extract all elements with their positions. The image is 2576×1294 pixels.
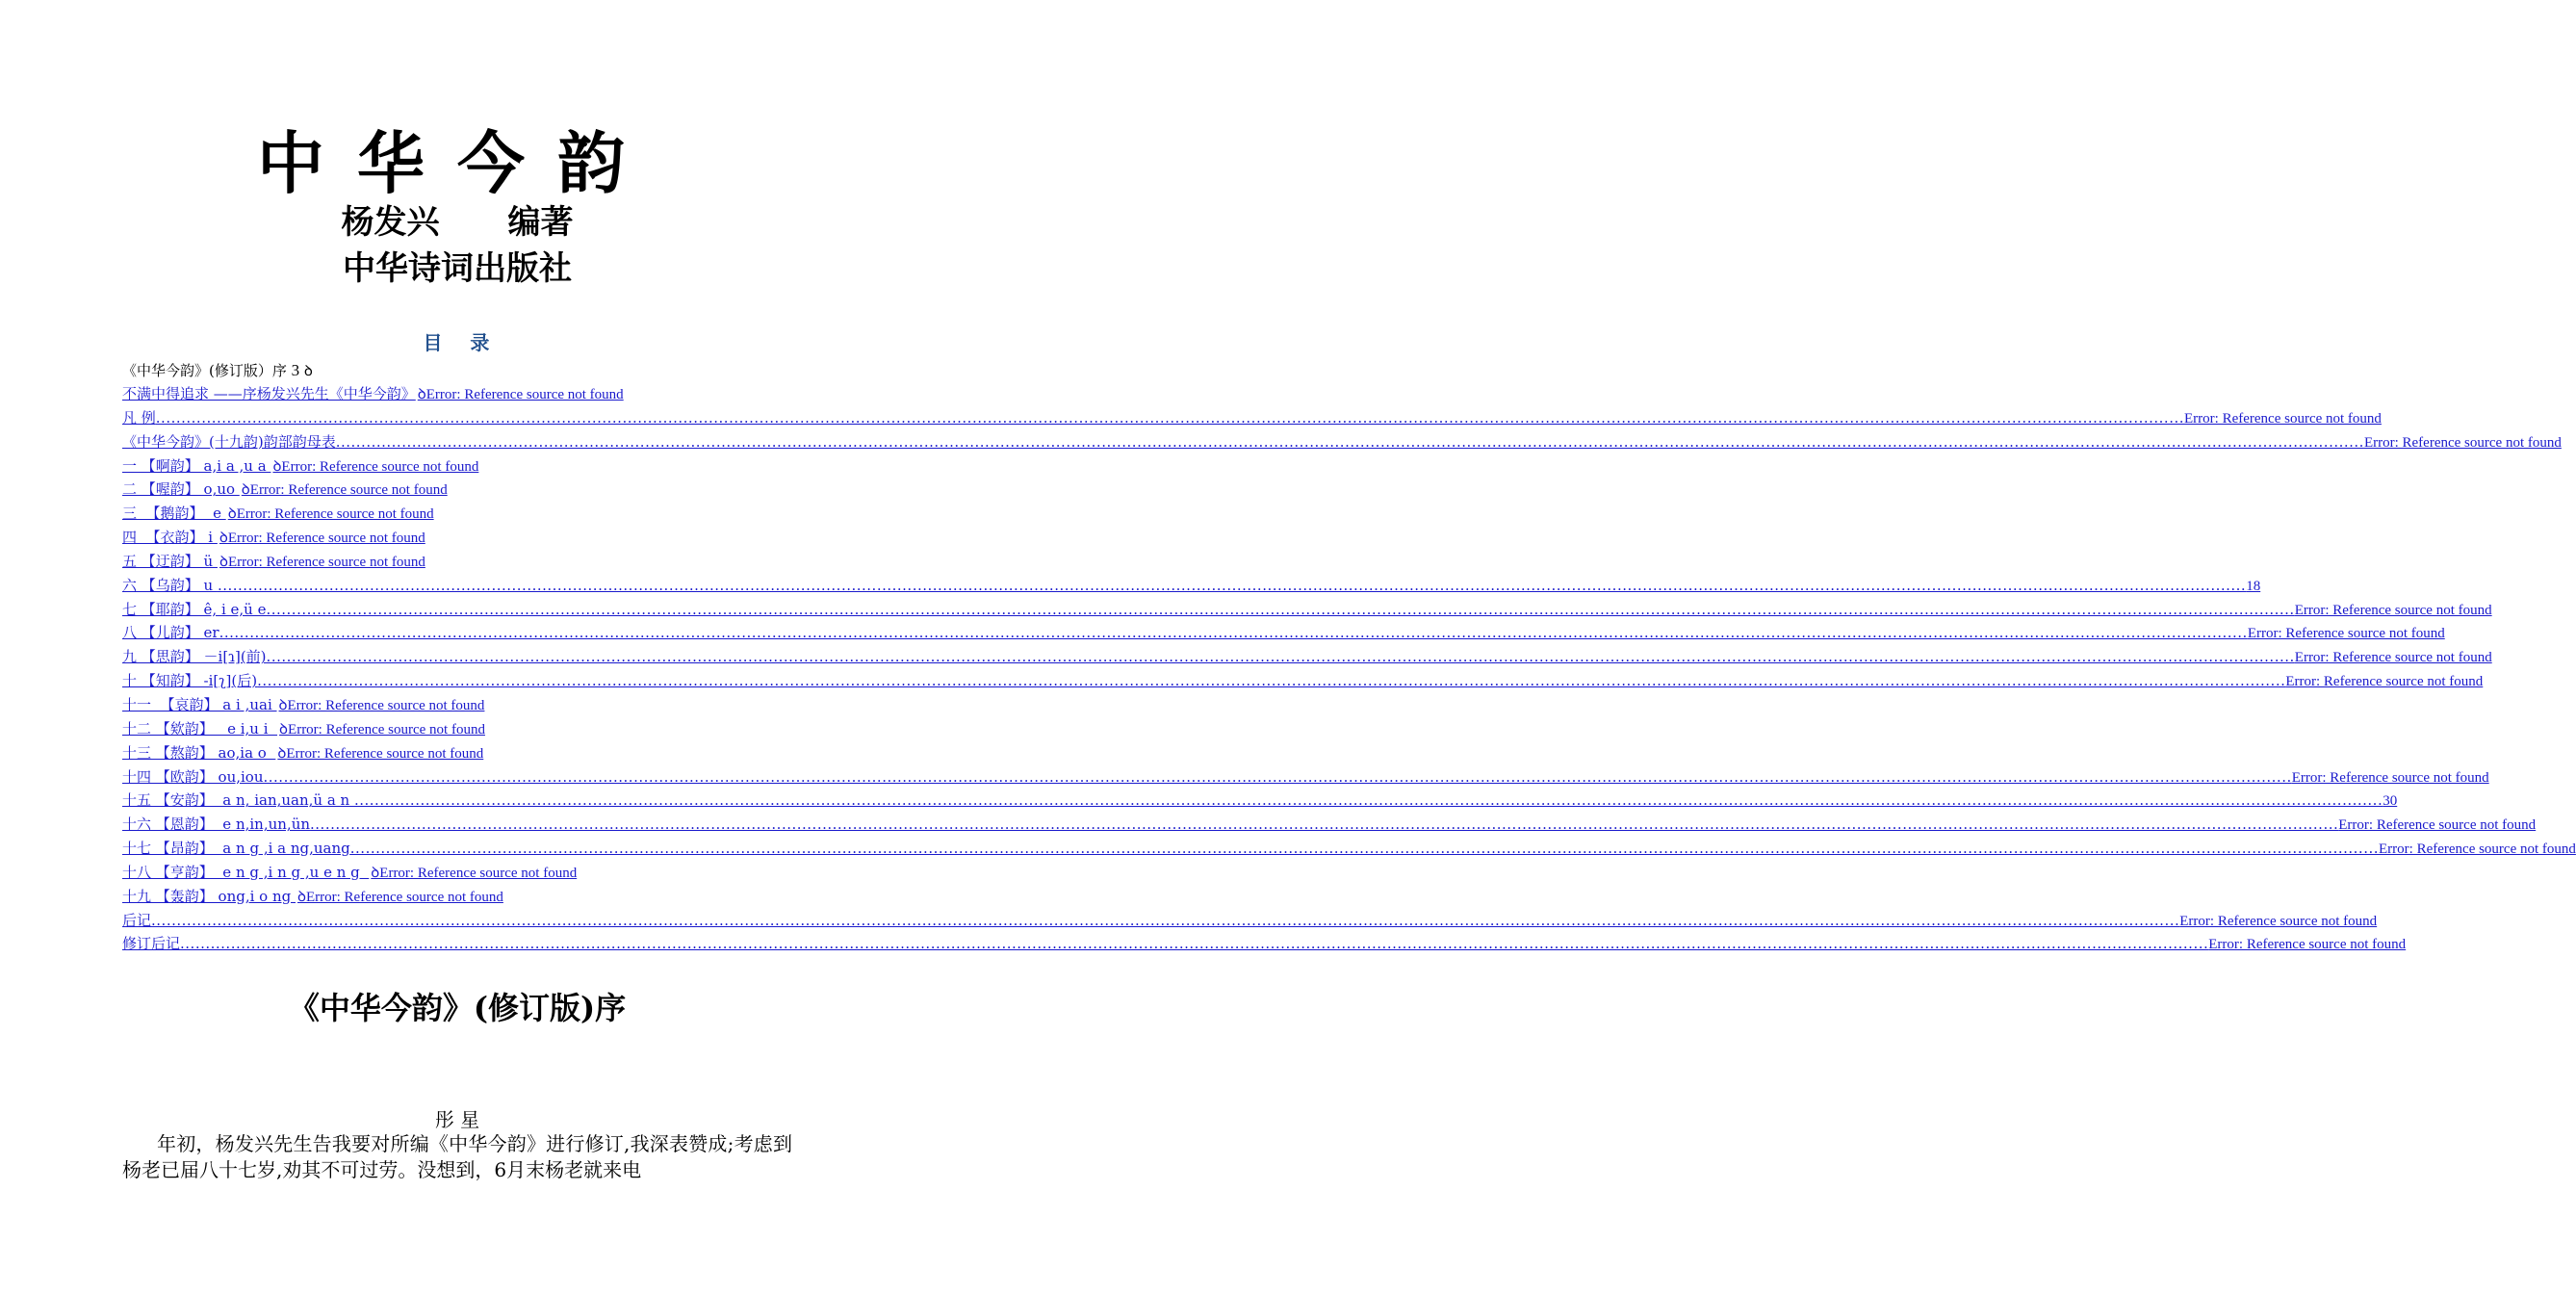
toc-entry-label: 《中华今韵》(十九韵)韵部韵母表 — [122, 432, 336, 451]
toc-entry-label: 十八 【亨韵】 e n g ,i n g ,u e n g — [122, 863, 370, 881]
toc-entry-page: ꝺError: Reference source not found — [219, 531, 425, 547]
toc-entry-label: 十五 【安韵】 a n, ian,uan,ü a n — [122, 791, 354, 810]
toc-entry-page: ꝺError: Reference source not found — [417, 387, 624, 402]
toc-entry-label: 一 【啊韵】 a,i a ,u a — [122, 456, 271, 475]
toc-entry-label: 十九 【轰韵】 ong,i o ng — [122, 887, 296, 905]
toc-entry-page: ꝺError: Reference source not found — [219, 554, 425, 570]
toc-entry-page: ꝺError: Reference source not found — [371, 865, 578, 881]
toc-entry[interactable] — [122, 430, 2562, 454]
toc-entry-label: 不满中得追求 ——序杨发兴先生《中华今韵》 — [122, 385, 416, 402]
toc-entry[interactable] — [122, 693, 792, 717]
toc-entry-page: Error: Reference source not found — [2379, 841, 2576, 858]
toc-dot-leader: ................................................................................................................................................................................................................................................................................................................................................................................................................ — [219, 624, 2248, 642]
toc-entry-mark: ꝺ — [303, 362, 313, 379]
toc-entry[interactable] — [122, 717, 792, 741]
toc-entry-page: ꝺError: Reference source not found — [278, 697, 485, 713]
toc-entry-label: 十六 【恩韵】 e n,in,un,ün — [122, 815, 311, 834]
toc-entry[interactable] — [122, 454, 792, 479]
toc-entry[interactable] — [122, 598, 2492, 622]
toc-entry-label: 五 【迂韵】 ü — [122, 552, 218, 570]
toc-entry-page: Error: Reference source not found — [2208, 937, 2407, 953]
toc-entry-page: ꝺError: Reference source not found — [277, 745, 484, 762]
toc-entry-label: 十二 【欸韵】 e i,u i — [122, 719, 278, 738]
toc-entry[interactable] — [122, 765, 2489, 789]
toc-entry-page: ꝺError: Reference source not found — [272, 458, 479, 475]
toc-dot-leader: ................................................................................................................................................................................................................................................................................................................................................................................................................ — [151, 911, 2180, 929]
book-author: 杨发兴 编著 — [341, 203, 574, 242]
toc-entry-label: 凡 例 — [122, 408, 156, 427]
toc-entry[interactable] — [122, 741, 792, 765]
preface-title: 《中华今韵》(修订版)序 — [288, 990, 627, 1026]
toc-entry[interactable] — [122, 909, 2378, 933]
toc-dot-leader: ................................................................................................................................................................................................................................................................................................................................................................................................................ — [257, 672, 2286, 690]
preface-paragraph: 年初，杨发兴先生告我要对所编《中华今韵》进行修订,我深表赞成;考虑到杨老已届八十七岁,劝其不可过劳。没想到，6月末杨老就来电 — [122, 1132, 792, 1181]
toc-entry-label: 八 【儿韵】 er — [122, 624, 219, 642]
toc-entry[interactable] — [122, 789, 2398, 813]
toc-entry-label: 六 【乌韵】 u — [122, 576, 218, 594]
toc-entry-label: 七 【耶韵】 ê, i e,ü e — [122, 600, 267, 618]
toc-entry[interactable] — [122, 621, 2445, 645]
toc-entry-page: ꝺError: Reference source not found — [241, 482, 448, 499]
toc-dot-leader: ................................................................................................................................................................................................................................................................................................................................................................................................................ — [335, 432, 2364, 451]
toc-entry[interactable] — [122, 837, 2576, 861]
toc-entry[interactable] — [122, 478, 792, 502]
toc-entry-page: 30 — [2383, 793, 2398, 810]
book-publisher: 中华诗词出版社 — [343, 249, 572, 288]
toc-entry-label: 《中华今韵》(修订版）序 — [122, 362, 287, 379]
toc-entry[interactable] — [122, 669, 2484, 693]
toc-entry-page: Error: Reference source not found — [2294, 602, 2492, 618]
toc-entry[interactable] — [122, 382, 792, 406]
toc-entry[interactable] — [122, 526, 792, 550]
toc-entry-page: Error: Reference source not found — [2179, 913, 2378, 929]
toc-entry[interactable] — [122, 406, 2382, 430]
book-title: 中华今韵 — [257, 123, 657, 203]
toc-dot-leader: ................................................................................................................................................................................................................................................................................................................................................................................................................ — [180, 935, 2209, 953]
toc-entry-label: 十一 【哀韵】 a i ,uai — [122, 695, 277, 713]
toc-entry-label: 十四 【欧韵】 ou,iou — [122, 767, 264, 786]
toc-dot-leader: ................................................................................................................................................................................................................................................................................................................................................................................................................ — [263, 767, 2292, 786]
toc-dot-leader: ................................................................................................................................................................................................................................................................................................................................................................................................................ — [155, 408, 2185, 427]
toc-entry-page: ꝺError: Reference source not found — [227, 506, 434, 523]
toc-entry-list — [122, 382, 2576, 956]
toc-entry[interactable] — [122, 932, 2407, 956]
toc-entry[interactable] — [122, 502, 792, 526]
toc-entry[interactable] — [122, 885, 792, 909]
toc-dot-leader: ................................................................................................................................................................................................................................................................................................................................................................................................................ — [266, 600, 2295, 618]
toc-entry[interactable] — [122, 813, 2537, 837]
toc-entry-page: 3 — [291, 361, 300, 379]
toc-entry-page: 18 — [2246, 578, 2261, 594]
toc-entry-label: 三 【鹅韵】 e — [122, 505, 226, 523]
toc-entry-page: Error: Reference source not found — [2338, 817, 2537, 834]
preface-author: 彤 星 — [434, 1108, 480, 1131]
toc-entry-page: Error: Reference source not found — [2291, 769, 2489, 786]
toc-entry-label: 十七 【昂韵】 a n g ,i a ng,uang — [122, 840, 350, 858]
toc-entry-page: Error: Reference source not found — [2285, 674, 2484, 690]
toc-dot-leader: ................................................................................................................................................................................................................................................................................................................................................................................................................ — [217, 576, 2247, 594]
toc-entry[interactable] — [122, 645, 2492, 669]
toc-entry[interactable] — [122, 861, 792, 885]
toc-dot-leader: ................................................................................................................................................................................................................................................................................................................................................................................................................ — [266, 648, 2295, 666]
toc-entry[interactable] — [122, 550, 792, 574]
toc-entry-page: Error: Reference source not found — [2363, 434, 2562, 451]
toc-dot-leader: ................................................................................................................................................................................................................................................................................................................................................................................................................ — [310, 815, 2339, 834]
toc-entry-page: Error: Reference source not found — [2294, 650, 2492, 666]
toc-entry-page: ꝺError: Reference source not found — [297, 889, 503, 905]
toc-dot-leader: ................................................................................................................................................................................................................................................................................................................................................................................................................ — [353, 791, 2383, 810]
toc-entry[interactable] — [122, 574, 2261, 598]
toc-entry-page: ꝺError: Reference source not found — [279, 721, 485, 738]
toc-entry-label: 十 【知韵】 -i[ʅ](后) — [122, 672, 258, 690]
toc-entry-preface[interactable] — [122, 359, 792, 382]
toc-entry-label: 二 【喔韵】 o,uo — [122, 480, 240, 499]
toc-entry-page: Error: Reference source not found — [2184, 410, 2382, 427]
table-of-contents — [122, 359, 2576, 956]
toc-entry-label: 十三 【熬韵】 ao,ia o — [122, 743, 276, 762]
toc-entry-label: 九 【思韵】 －i[ɿ](前) — [122, 648, 267, 666]
toc-entry-label: 四 【衣韵】 i — [122, 529, 218, 547]
toc-heading: 目 录 — [423, 331, 492, 354]
toc-entry-label: 后记 — [122, 911, 152, 929]
toc-dot-leader: ................................................................................................................................................................................................................................................................................................................................................................................................................ — [349, 840, 2379, 858]
toc-entry-page: Error: Reference source not found — [2247, 626, 2445, 642]
toc-entry-label: 修订后记 — [122, 935, 181, 953]
